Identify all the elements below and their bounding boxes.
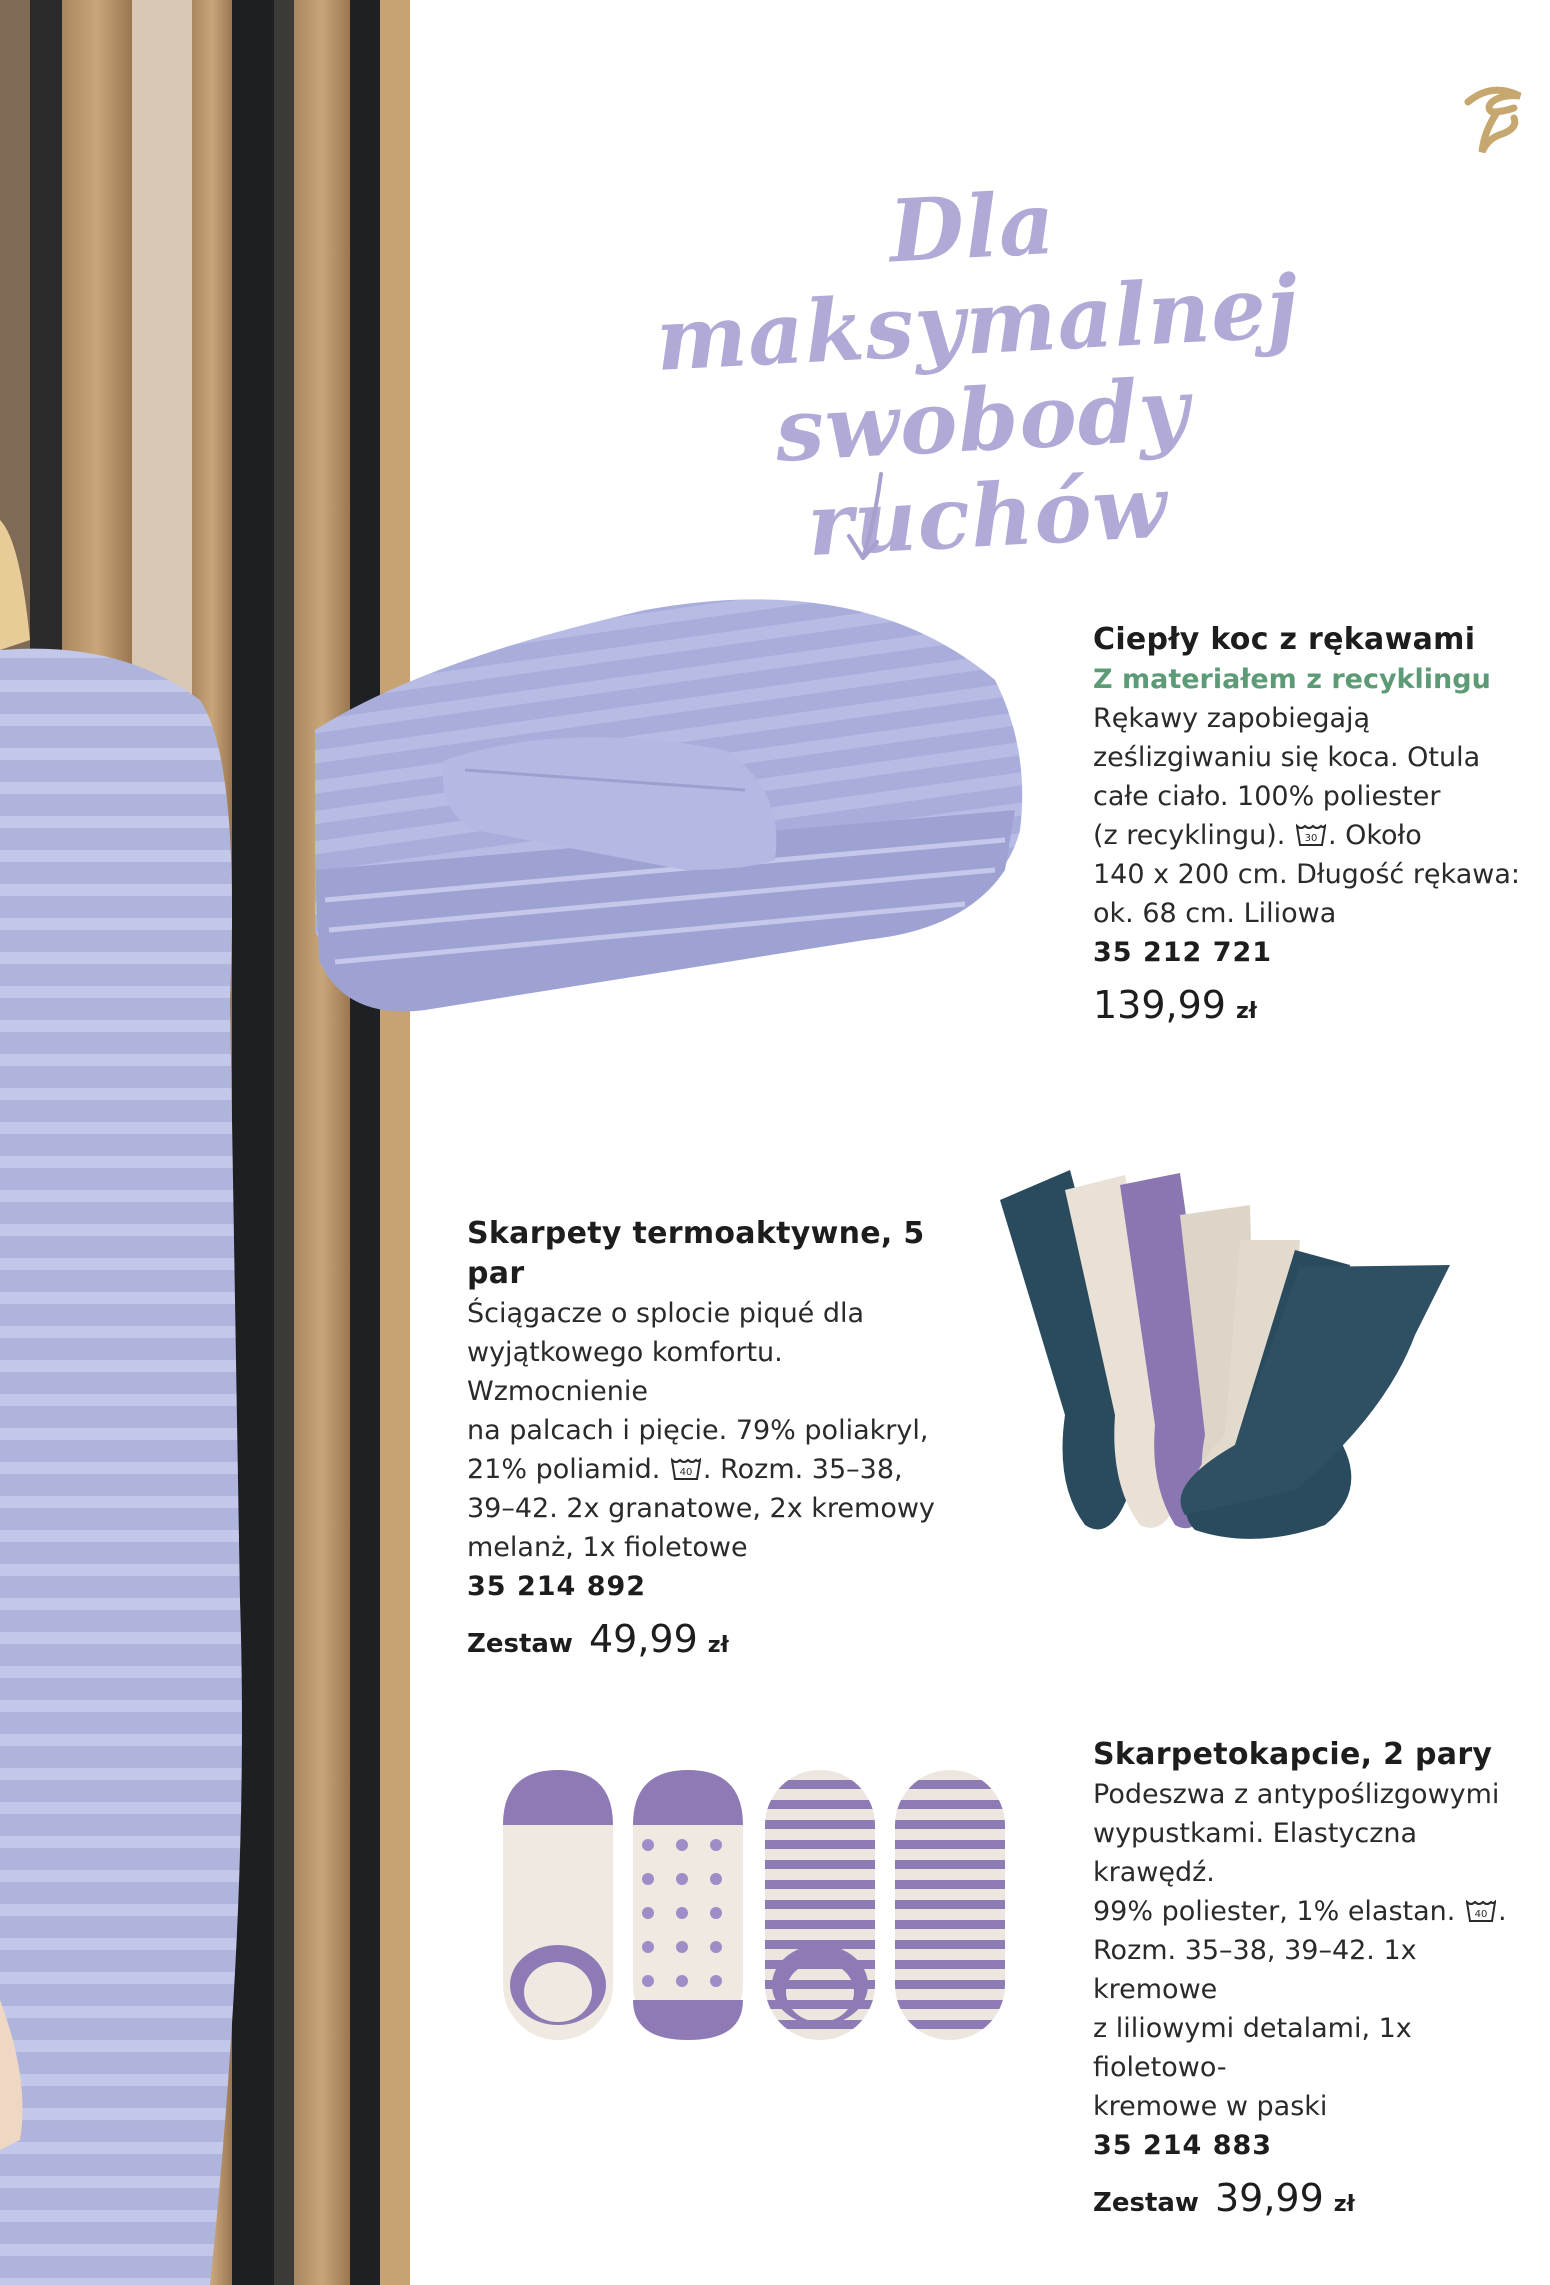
headline-block — [590, 172, 1370, 577]
down-arrow-icon — [845, 470, 895, 565]
description-text: Ściągacze o splocie piqué dla wyjątkowego komfortu. Wzmocnienie na palcach i pięcie. 79% poliakryl, 21% poliamid. — [467, 1298, 929, 1485]
wash-temperature: 40 — [1474, 1909, 1488, 1920]
tchibo-logo-icon — [1462, 82, 1532, 160]
wash-temperature: 30 — [1304, 833, 1318, 844]
product-title: Skarpetokapcie, 2 pary — [1093, 1737, 1493, 1772]
product-description — [1093, 699, 1533, 933]
price-row — [1093, 2176, 1543, 2224]
product-thermo-socks — [467, 1214, 947, 1665]
set-label: Zestaw — [1093, 2188, 1199, 2218]
product-description — [1093, 1775, 1543, 2126]
description-text: Rękawy zapobiegają ześlizgiwaniu się koca. Otula całe ciało. 100% poliester (z recyklingu). — [1093, 703, 1481, 851]
product-code: 35 212 721 — [1093, 937, 1273, 968]
wash-temperature: 40 — [679, 1467, 693, 1478]
socks-image — [995, 1155, 1450, 1555]
description-text-cont: . Rozm. 35–38, 39–42. 1x kremowe z liliowymi detalami, 1x fioletowo- kremowe w paski — [1093, 1896, 1507, 2122]
description-text-cont: . Około 140 x 200 cm. Długość rękawa: ok. 68 cm. Liliowa — [1093, 820, 1520, 929]
price-currency: zł — [1235, 999, 1257, 1024]
product-price: 39,99 — [1214, 2176, 1324, 2220]
product-description — [467, 1294, 947, 1567]
product-code: 35 214 883 — [1093, 2130, 1273, 2161]
product-price: 49,99 — [588, 1617, 698, 1661]
wash-tub-icon — [671, 1457, 701, 1481]
price-row — [467, 1617, 947, 1665]
description-text: Podeszwa z antypoślizgowymi wypustkami. Elastyczna krawędź. 99% poliester, 1% elastan. — [1093, 1779, 1500, 1927]
product-blanket — [1093, 620, 1533, 1031]
price-currency: zł — [707, 1633, 729, 1658]
lifestyle-photo — [0, 0, 410, 2285]
headline-text: Dla maksymalnej swobody ruchów — [653, 172, 1302, 577]
wash-tub-icon — [1466, 1899, 1496, 1923]
product-slipper-socks — [1093, 1735, 1543, 2224]
product-price: 139,99 — [1093, 983, 1226, 1027]
description-text-cont: . Rozm. 35–38, 39–42. 2x granatowe, 2x kremowy melanż, 1x fioletowe — [467, 1454, 935, 1563]
product-subtitle: Z materiałem z recyklingu — [1093, 664, 1491, 695]
set-label: Zestaw — [467, 1629, 573, 1659]
product-title: Ciepły koc z rękawami — [1093, 622, 1476, 657]
slipper-socks-image — [495, 1760, 1020, 2050]
price-row — [1093, 983, 1533, 1031]
blanket-image — [305, 570, 1035, 1040]
product-title: Skarpety termoaktywne, 5 par — [467, 1216, 925, 1291]
product-code: 35 214 892 — [467, 1571, 647, 1602]
wash-tub-icon — [1296, 823, 1326, 847]
robe-photo-illustration — [0, 0, 410, 2285]
price-currency: zł — [1333, 2192, 1355, 2217]
